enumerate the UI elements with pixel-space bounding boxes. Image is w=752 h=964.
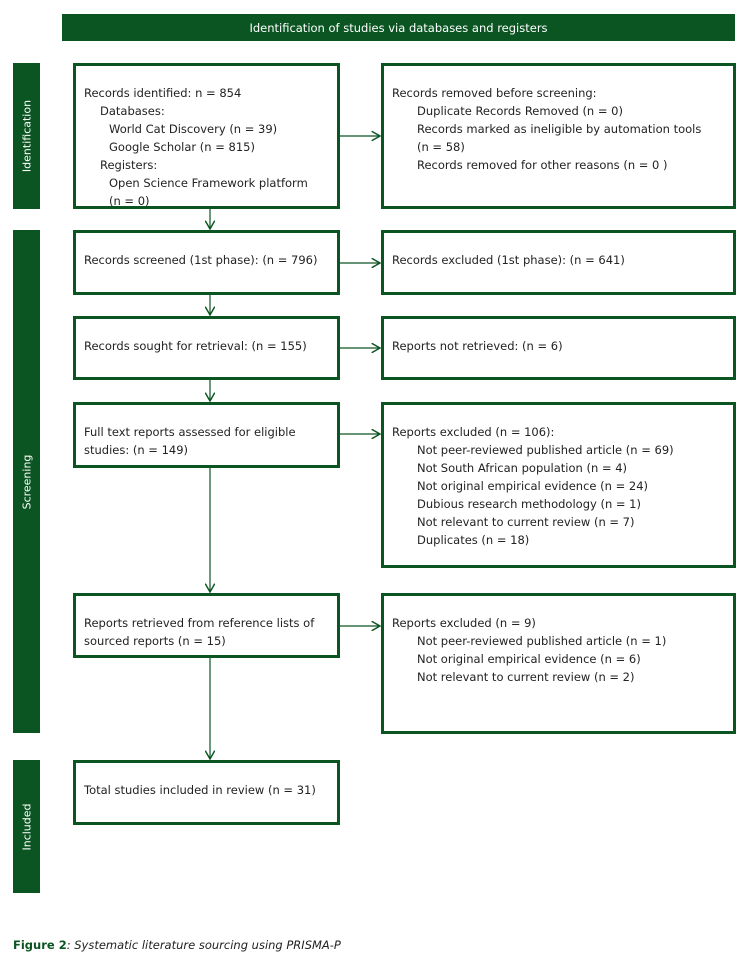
box-line: (n = 0) <box>109 194 150 208</box>
box-line: Registers: <box>100 158 158 172</box>
box-line: Records identified: n = 854 <box>84 86 242 100</box>
box-line: Records removed before screening: <box>392 86 597 100</box>
box-line: Not peer-reviewed published article (n = 1) <box>417 634 667 648</box>
box-line: Dubious research methodology (n = 1) <box>417 497 641 511</box>
figure-caption <box>13 938 341 952</box>
box-line: Duplicates (n = 18) <box>417 533 530 547</box>
box-line: studies: (n = 149) <box>84 443 189 457</box>
box-line: Records screened (1st phase): (n = 796) <box>84 253 318 267</box>
section-header: Identification of studies via databases and registers <box>62 14 735 41</box>
box-line: Reports not retrieved: (n = 6) <box>392 339 563 353</box>
caption-text: : Systematic literature sourcing using PRISMA-P <box>66 938 341 952</box>
box-line: Not original empirical evidence (n = 6) <box>417 652 641 666</box>
box-line: Records marked as ineligible by automation tools <box>417 122 702 136</box>
box-line: Records sought for retrieval: (n = 155) <box>84 339 307 353</box>
box-line: Not peer-reviewed published article (n = 69) <box>417 443 674 457</box>
stage-label: Screening <box>20 454 33 509</box>
caption-label: Figure 2 <box>13 938 67 952</box>
box-line: Total studies included in review (n = 31) <box>84 783 316 797</box>
box-line: Not relevant to current review (n = 2) <box>417 670 635 684</box>
box-line: Google Scholar (n = 815) <box>109 140 255 154</box>
box-line: Databases: <box>100 104 165 118</box>
stage-label: Identification <box>20 99 33 173</box>
box-line: Reports retrieved from reference lists of <box>84 616 315 630</box>
box-line: Records removed for other reasons (n = 0 ) <box>417 158 668 172</box>
box-line: Reports excluded (n = 106): <box>392 425 555 439</box>
box-line: Full text reports assessed for eligible <box>84 425 296 439</box>
box-line: Open Science Framework platform <box>109 176 308 190</box>
box-line: (n = 58) <box>417 140 465 154</box>
box-line: Records excluded (1st phase): (n = 641) <box>392 253 625 267</box>
box-line: World Cat Discovery (n = 39) <box>109 122 278 136</box>
box-line: Not original empirical evidence (n = 24) <box>417 479 648 493</box>
box-line: Duplicate Records Removed (n = 0) <box>417 104 623 118</box>
stage-label: Included <box>20 802 33 851</box>
box-line: sourced reports (n = 15) <box>84 634 226 648</box>
box-line: Not relevant to current review (n = 7) <box>417 515 635 529</box>
box-line: Not South African population (n = 4) <box>417 461 627 475</box>
box-line: Reports excluded (n = 9) <box>392 616 536 630</box>
